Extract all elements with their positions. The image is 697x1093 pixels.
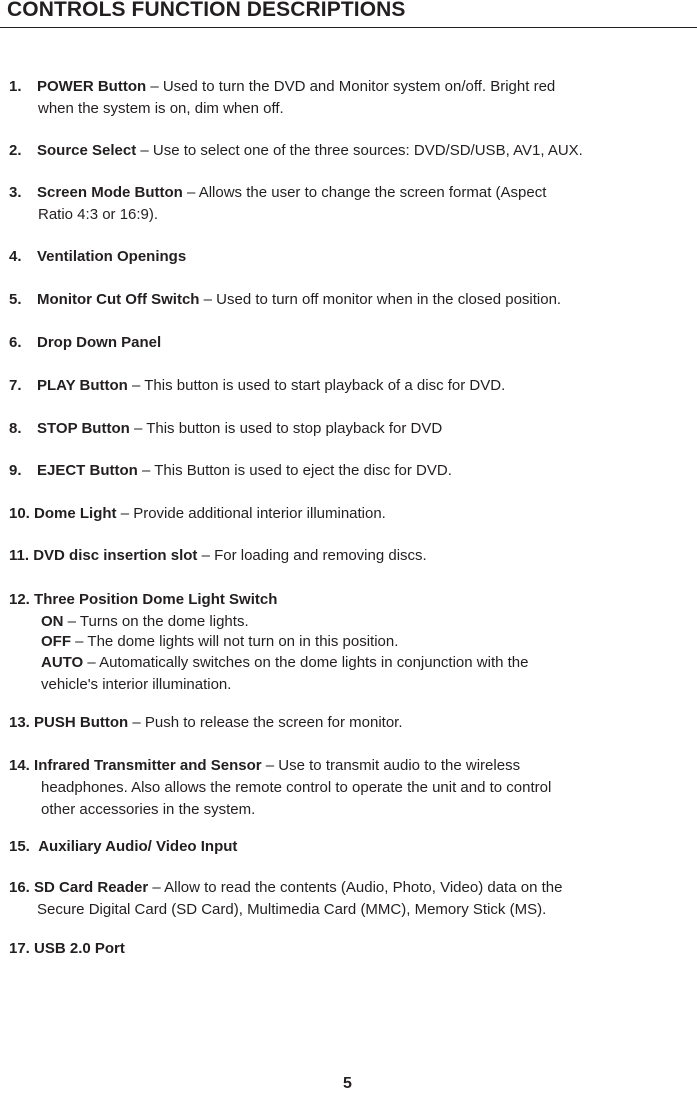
option-description: – Turns on the dome lights. bbox=[63, 613, 249, 630]
item-description: This Button is used to eject the disc for DVD. bbox=[154, 462, 452, 479]
item-description-cont: headphones. Also allows the remote control to operate the unit and to control bbox=[41, 779, 552, 796]
list-item-usb-2-0-port bbox=[9, 938, 125, 960]
page-title: CONTROLS FUNCTION DESCRIPTIONS bbox=[7, 0, 406, 21]
item-term: PLAY Button bbox=[37, 377, 128, 394]
list-item-power-button bbox=[9, 76, 555, 120]
item-term: Dome Light bbox=[34, 505, 117, 522]
item-term: Monitor Cut Off Switch bbox=[37, 291, 200, 308]
item-number: 1. bbox=[9, 78, 22, 95]
item-description-cont: Ratio 4:3 or 16:9). bbox=[38, 206, 159, 223]
option-label: AUTO bbox=[41, 654, 84, 671]
option-description: – The dome lights will not turn on in this position. bbox=[71, 633, 399, 650]
item-number: 12. bbox=[9, 591, 30, 608]
option-description-cont: vehicle's interior illumination. bbox=[41, 676, 232, 693]
item-number: 6. bbox=[9, 334, 22, 351]
list-item-screen-mode-button bbox=[9, 182, 546, 226]
item-description: This button is used to start playback of a disc for DVD. bbox=[144, 377, 506, 394]
item-number: 17. bbox=[9, 940, 30, 957]
item-description-cont: Secure Digital Card (SD Card), Multimedia Card (MMC), Memory Stick (MS). bbox=[37, 901, 547, 918]
item-description: Use to select one of the three sources: DVD/SD/USB, AV1, AUX. bbox=[152, 142, 583, 159]
title-rule bbox=[0, 27, 697, 28]
item-term: DVD disc insertion slot bbox=[33, 547, 198, 564]
item-term: Auxiliary Audio/ Video Input bbox=[38, 838, 238, 855]
item-separator: – bbox=[129, 420, 147, 437]
item-term: POWER Button bbox=[37, 78, 147, 95]
item-term: STOP Button bbox=[37, 420, 130, 437]
item-term: SD Card Reader bbox=[34, 879, 149, 896]
list-item-drop-down-panel bbox=[9, 332, 161, 354]
item-number: 8. bbox=[9, 420, 22, 437]
item-term: Drop Down Panel bbox=[37, 334, 162, 351]
item-separator: – bbox=[197, 547, 215, 564]
item-separator: – bbox=[148, 879, 165, 896]
list-item-auxiliary-audio-video-input bbox=[9, 836, 237, 858]
item-term: Screen Mode Button bbox=[37, 184, 183, 201]
list-item-source-select bbox=[9, 140, 583, 162]
item-number: 15. bbox=[9, 838, 30, 855]
item-description: For loading and removing discs. bbox=[214, 547, 427, 564]
item-number: 14. bbox=[9, 757, 30, 774]
item-separator: – bbox=[261, 757, 279, 774]
list-item-ventilation-openings bbox=[9, 246, 186, 268]
item-term: Three Position Dome Light Switch bbox=[34, 591, 278, 608]
item-description-cont: when the system is on, dim when off. bbox=[38, 100, 284, 117]
item-separator: – bbox=[128, 714, 145, 731]
list-item-play-button bbox=[9, 375, 505, 397]
item-number: 3. bbox=[9, 184, 22, 201]
item-number: 2. bbox=[9, 142, 22, 159]
switch-option-auto bbox=[41, 652, 528, 696]
item-term: EJECT Button bbox=[37, 462, 138, 479]
item-description: Use to transmit audio to the wireless bbox=[278, 757, 521, 774]
item-separator: – bbox=[199, 291, 217, 308]
list-item-monitor-cut-off-switch bbox=[9, 289, 561, 311]
item-term: Source Select bbox=[37, 142, 137, 159]
item-number: 16. bbox=[9, 879, 30, 896]
item-description: Provide additional interior illumination. bbox=[133, 505, 386, 522]
item-description: Push to release the screen for monitor. bbox=[144, 714, 403, 731]
item-description-cont: other accessories in the system. bbox=[41, 801, 256, 818]
item-separator: – bbox=[137, 462, 155, 479]
item-number: 11. bbox=[9, 547, 30, 564]
item-description: This button is used to stop playback for DVD bbox=[146, 420, 443, 437]
item-separator: – bbox=[136, 142, 153, 159]
option-label: ON bbox=[41, 613, 64, 630]
list-item-infrared-transmitter-and-sensor bbox=[9, 755, 551, 821]
list-item-sd-card-reader bbox=[9, 877, 562, 921]
switch-option-off bbox=[41, 631, 398, 653]
list-item-stop-button bbox=[9, 418, 442, 440]
option-description: – Automatically switches on the dome lights in conjunction with the bbox=[83, 654, 529, 671]
item-description: Allows the user to change the screen format (Aspect bbox=[198, 184, 547, 201]
item-description: Allow to read the contents (Audio, Photo, Video) data on the bbox=[164, 879, 563, 896]
item-separator: – bbox=[182, 184, 199, 201]
option-label: OFF bbox=[41, 633, 71, 650]
item-number: 5. bbox=[9, 291, 22, 308]
item-number: 9. bbox=[9, 462, 22, 479]
switch-option-on bbox=[41, 611, 249, 633]
item-term: Infrared Transmitter and Sensor bbox=[34, 757, 262, 774]
item-term: PUSH Button bbox=[34, 714, 129, 731]
item-number: 7. bbox=[9, 377, 22, 394]
item-number: 4. bbox=[9, 248, 22, 265]
item-description: Used to turn off monitor when in the closed position. bbox=[216, 291, 562, 308]
item-number: 10. bbox=[9, 505, 30, 522]
item-separator: – bbox=[146, 78, 163, 95]
item-term: USB 2.0 Port bbox=[34, 940, 125, 957]
item-separator: – bbox=[116, 505, 134, 522]
list-item-eject-button bbox=[9, 460, 452, 482]
item-description: Used to turn the DVD and Monitor system on/off. Bright red bbox=[162, 78, 556, 95]
item-number: 13. bbox=[9, 714, 30, 731]
list-item-dome-light bbox=[9, 503, 386, 525]
item-separator: – bbox=[127, 377, 145, 394]
list-item-three-position-dome-light-switch bbox=[9, 589, 277, 611]
item-term: Ventilation Openings bbox=[37, 248, 187, 265]
page-number: 5 bbox=[343, 1075, 352, 1092]
list-item-push-button bbox=[9, 712, 403, 734]
list-item-dvd-disc-insertion-slot bbox=[9, 545, 427, 567]
